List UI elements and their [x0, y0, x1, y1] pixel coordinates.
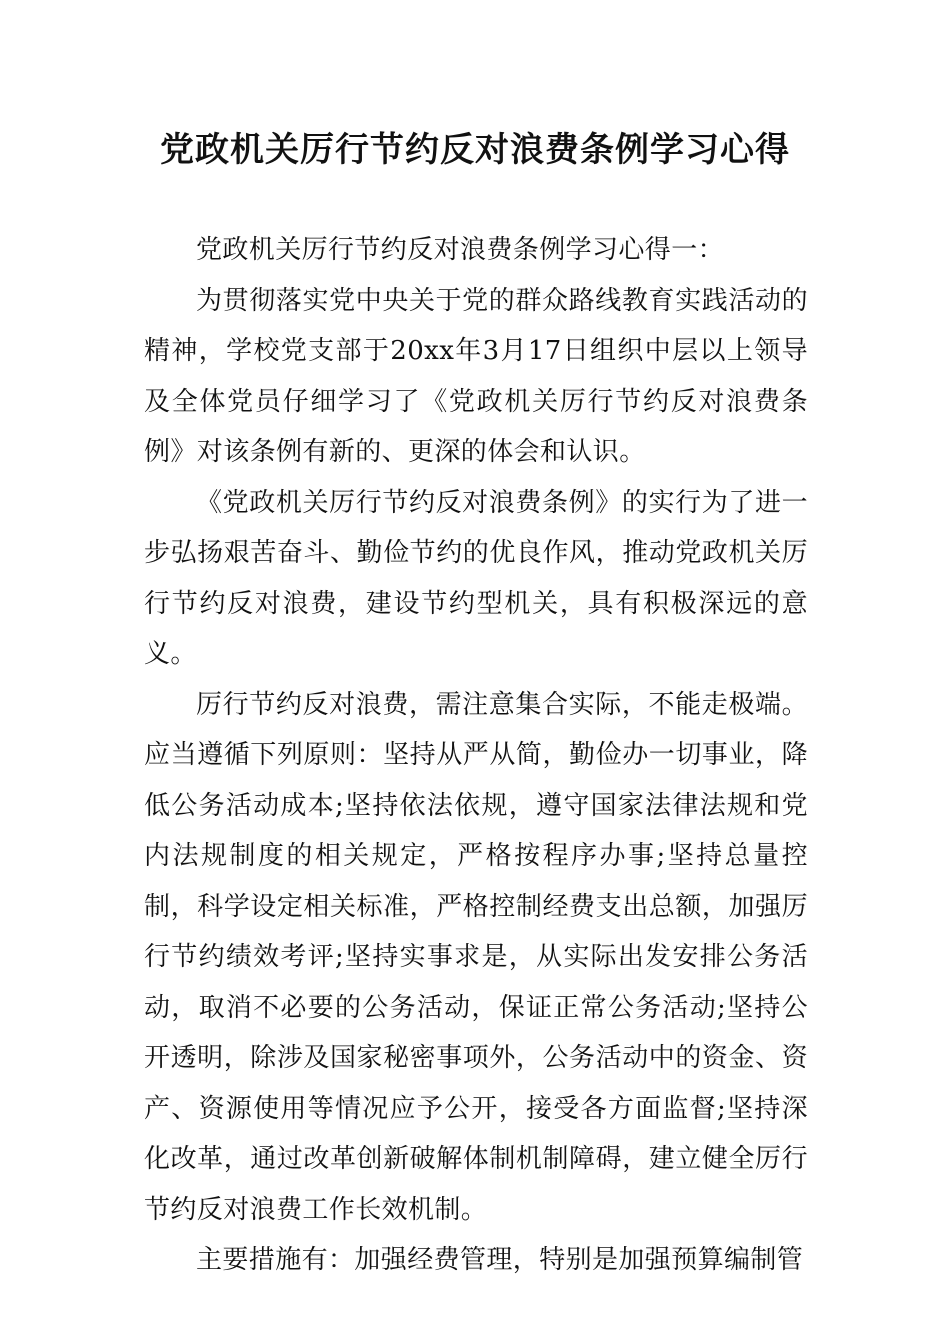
paragraph-significance: 《党政机关厉行节约反对浪费条例》的实行为了进一步弘扬艰苦奋斗、勤俭节约的优良作风，推动党政机关厉行节约反对浪费，建设节约型机关，具有积极深远的意义。: [144, 487, 808, 669]
paragraph-measures: 主要措施有：加强经费管理，特别是加强预算编制管: [196, 1245, 804, 1275]
paragraph-principles: 厉行节约反对浪费，需注意集合实际，不能走极端。应当遵循下列原则：坚持从严从简，勤俭办一切事业，降低公务活动成本;坚持依法依规，遵守国家法律法规和党内法规制度的相关规定，严格按程序办事;坚持总量控制，科学设定相关标准，严格控制经费支出总额，加强厉行节约绩效考评;坚持实事求是，从实际出发安排公务活动，取消不必要的公务活动，保证正常公务活动;坚持公开透明，除涉及国家秘密事项外，公务活动中的资金、资产、资源使用等情况应予公开，接受各方面监督;坚持深化改革，通过改革创新破解体制机制障碍，建立健全厉行节约反对浪费工作长效机制。: [144, 689, 808, 1225]
document-title: 党政机关厉行节约反对浪费条例学习心得: [160, 130, 790, 170]
paragraph-heading: 党政机关厉行节约反对浪费条例学习心得一：: [196, 235, 725, 265]
paragraph-intro: 为贯彻落实党中央关于党的群众路线教育实践活动的精神，学校党支部于20xx年3月17日组织中层以上领导及全体党员仔细学习了《党政机关厉行节约反对浪费条例》对该条例有新的、更深的体会和认识。: [144, 285, 808, 467]
document-body: [144, 225, 808, 1286]
